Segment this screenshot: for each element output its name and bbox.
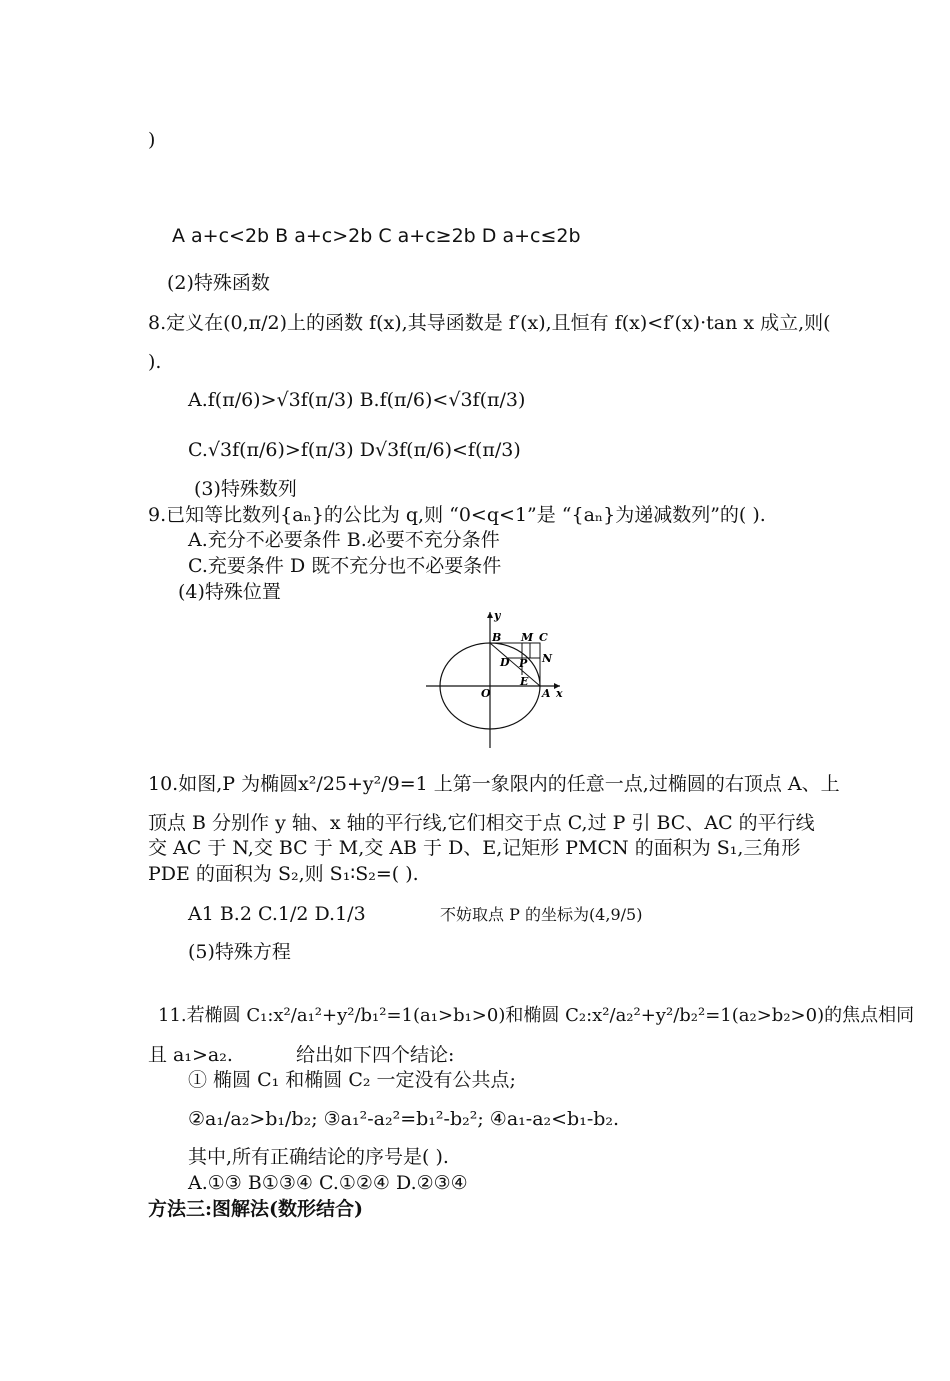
label-N: N — [542, 652, 553, 665]
q11-line-2a: 且 a₁>a₂. — [148, 1044, 233, 1066]
subheading-2: (2)特殊函数 — [167, 272, 270, 294]
q9-stem: 9.已知等比数列{aₙ}的公比为 q,则 “0<q<1”是 “{aₙ}为递减数列”的( ). — [148, 504, 766, 526]
subheading-3: (3)特殊数列 — [194, 478, 297, 500]
method-3-heading: 方法三:图解法(数形结合) — [148, 1198, 363, 1220]
q8-options-cd: C.√3f(π/6)>f(π/3) D√3f(π/6)<f(π/3) — [188, 439, 521, 461]
q10-line-3: 交 AC 于 N,交 BC 于 M,交 AB 于 D、E,记矩形 PMCN 的面积为 S₁,三角形 — [148, 837, 801, 859]
q9-options-ab: A.充分不必要条件 B.必要不充分条件 — [188, 529, 500, 551]
label-P: P — [519, 657, 528, 670]
paren-close: ) — [148, 129, 156, 151]
q11-line-2b: 给出如下四个结论: — [296, 1044, 455, 1066]
subheading-4: (4)特殊位置 — [178, 581, 281, 603]
q10-line-1: 10.如图,P 为椭圆x²/25+y²/9=1 上第一象限内的任意一点,过椭圆的右顶点 A、上 — [148, 773, 840, 795]
label-C: C — [539, 631, 548, 644]
subheading-5: (5)特殊方程 — [188, 941, 291, 963]
q10-line-2: 顶点 B 分别作 y 轴、x 轴的平行线,它们相交于点 C,过 P 引 BC、AC 的平行线 — [148, 812, 815, 834]
ellipse-figure — [420, 608, 570, 752]
q10-line-4: PDE 的面积为 S₂,则 S₁∶S₂=( ). — [148, 863, 419, 885]
q8-stem-end: ). — [148, 351, 162, 373]
label-A: A — [542, 687, 551, 700]
q11-conclusions-234: ②a₁/a₂>b₁/b₂; ③a₁²-a₂²=b₁²-b₂²; ④a₁-a₂<b₁-b₂. — [188, 1108, 620, 1130]
label-x: x — [556, 687, 563, 700]
label-E: E — [520, 675, 529, 688]
q10-hint: 不妨取点 P 的坐标为(4,9/5) — [440, 905, 643, 924]
q10-options: A1 B.2 C.1/2 D.1/3 — [188, 903, 366, 925]
label-O: O — [481, 687, 491, 700]
q8-options-ab: A.f(π/6)>√3f(π/3) B.f(π/6)<√3f(π/3) — [188, 389, 526, 411]
label-y: y — [494, 609, 501, 622]
label-B: B — [492, 631, 502, 644]
q11-question: 其中,所有正确结论的序号是( ). — [188, 1146, 449, 1168]
label-D: D — [500, 656, 510, 669]
q11-line-1: 11.若椭圆 C₁:x²/a₁²+y²/b₁²=1(a₁>b₁>0)和椭圆 C₂:x²/a₂²+y²/b₂²=1(a₂>b₂>0)的焦点相同 — [158, 1005, 915, 1026]
q9-options-cd: C.充要条件 D 既不充分也不必要条件 — [188, 555, 502, 577]
label-M: M — [521, 631, 534, 644]
q11-conclusion-1: ① 椭圆 C₁ 和椭圆 C₂ 一定没有公共点; — [188, 1069, 516, 1091]
q11-options: A.①③ B①③④ C.①②④ D.②③④ — [188, 1172, 468, 1194]
q7-options: A a+c<2b B a+c>2b C a+c≥2b D a+c≤2b — [172, 225, 581, 247]
q8-stem: 8.定义在(0,π/2)上的函数 f(x),其导函数是 f′(x),且恒有 f(x)<f′(x)·tan x 成立,则( — [148, 312, 831, 334]
